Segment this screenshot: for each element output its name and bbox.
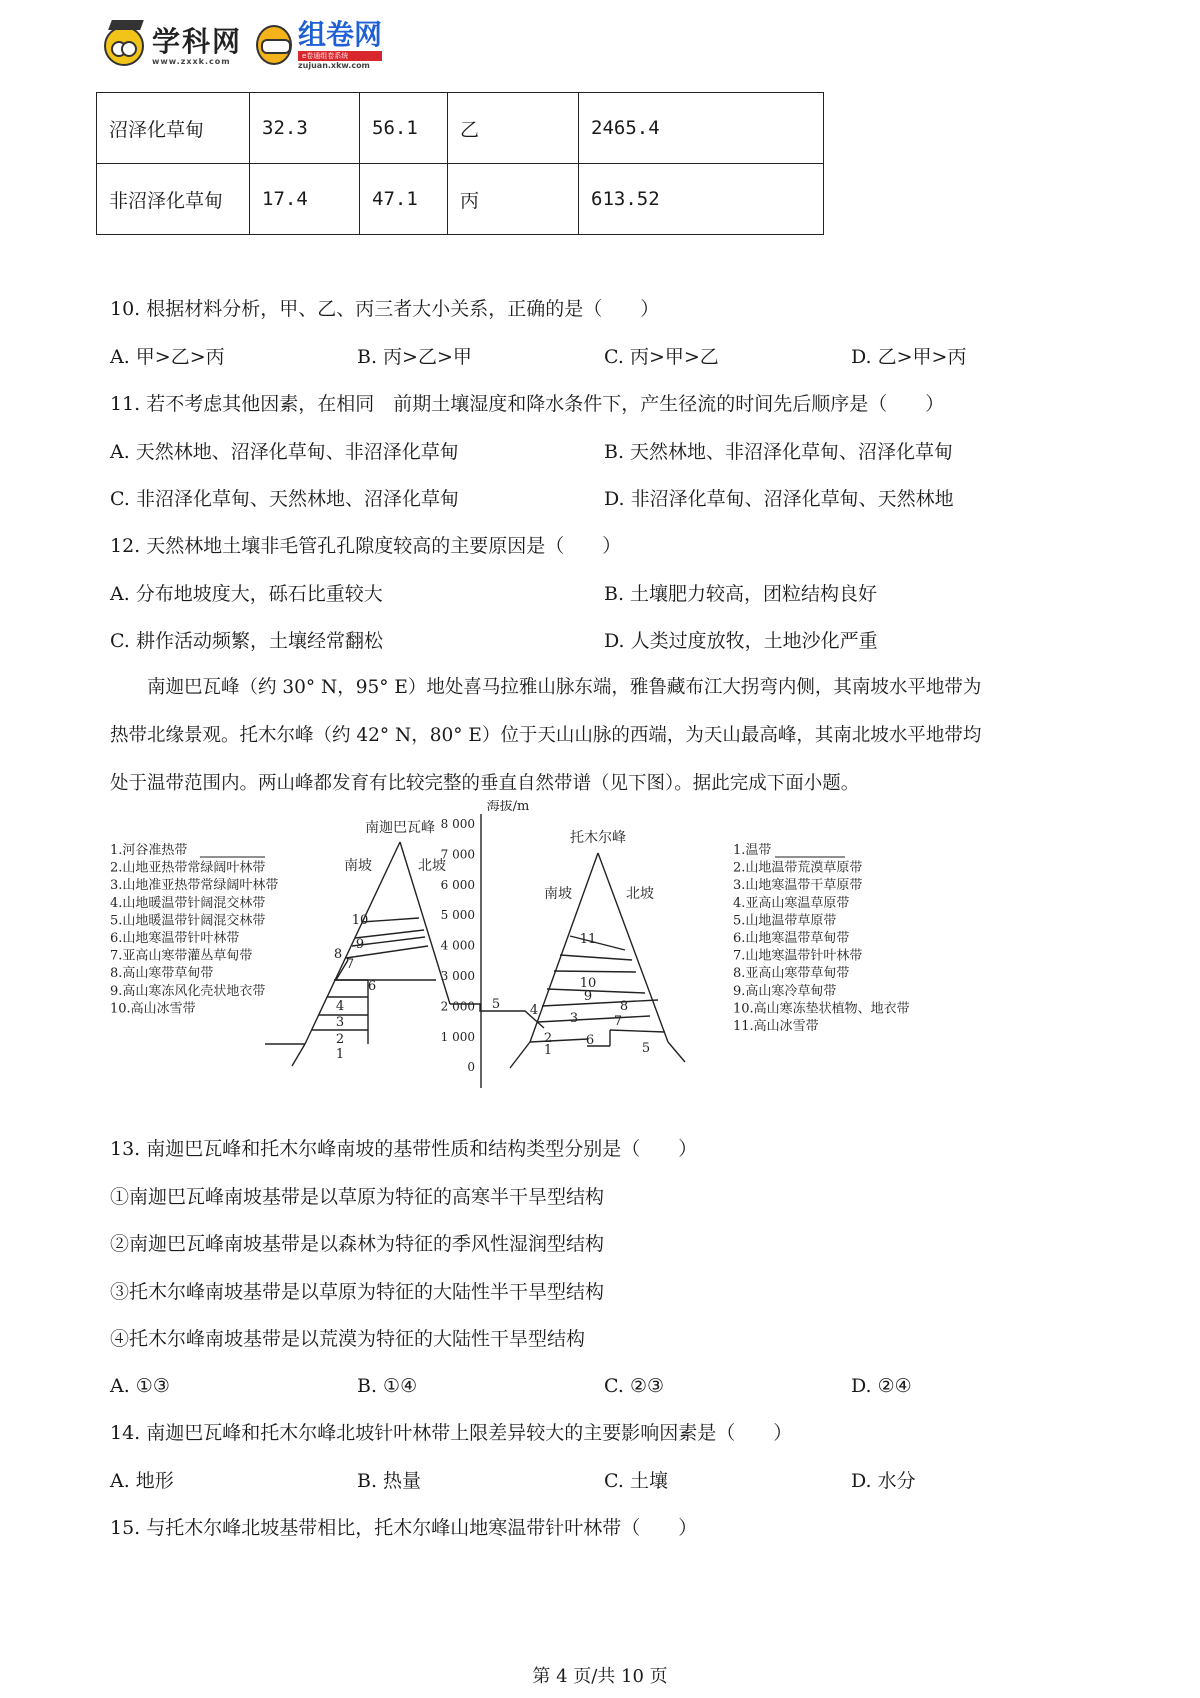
axis-tick-label: 0 (467, 1060, 475, 1075)
table-cell: 乙 (448, 93, 579, 164)
legend-item: 9.高山寒冷草甸带 (733, 983, 837, 999)
zone-number: 5 (641, 1041, 651, 1056)
zone-number: 1 (335, 1047, 345, 1062)
legend-item: 10.高山寒冻垫状植物、地衣带 (733, 1001, 910, 1017)
table-cell: 17.4 (250, 164, 360, 235)
axis-tick-label: 5 000 (440, 908, 475, 923)
q12-option-c: C. 耕作活动频繁，土壤经常翻松 (110, 630, 383, 652)
q13-option-d: D. ②④ (851, 1375, 912, 1397)
legend-item: 6.山地寒温带草甸带 (733, 931, 850, 946)
question-11-stem: 11. 若不考虑其他因素，在相同 前期土壤湿度和降水条件下，产生径流的时间先后顺序是（ ） (110, 393, 945, 415)
axis-title: 海拔/m (486, 800, 530, 814)
logo2-name: 组卷网 (298, 18, 383, 51)
page-number: 第 4 页/共 10 页 (532, 1666, 668, 1687)
table-cell: 56.1 (360, 93, 448, 164)
left-north-label: 北坡 (418, 858, 446, 874)
table-cell: 丙 (448, 164, 579, 235)
q13-option-b: B. ①④ (357, 1375, 418, 1397)
question-13-stem: 13. 南迦巴瓦峰和托木尔峰南坡的基带性质和结构类型分别是（ ） (110, 1138, 698, 1160)
q10-option-d: D. 乙>甲>丙 (851, 346, 967, 368)
q13-option-c: C. ②③ (604, 1375, 665, 1397)
axis-tick-label: 7 000 (440, 847, 475, 862)
q13-statement-4: ④托木尔峰南坡基带是以荒漠为特征的大陆性干旱型结构 (110, 1328, 586, 1350)
legend-item: 7.亚高山寒带灌丛草甸带 (110, 948, 253, 964)
legend-item: 2.山地温带荒漠草原带 (733, 860, 863, 876)
passage-line: 热带北缘景观。托木尔峰（约 42° N，80° E）位于天山山脉的西端，为天山最高峰，其南北坡水平地带均 (110, 725, 982, 746)
zone-number: 1 (543, 1043, 553, 1058)
zone-number: 8 (619, 999, 629, 1014)
axis-tick-label: 1 000 (440, 1029, 475, 1044)
legend-item: 11.高山冰雪带 (733, 1019, 819, 1034)
zone-number: 4 (529, 1003, 539, 1018)
q14-option-d: D. 水分 (851, 1470, 916, 1492)
mascot-icon (256, 25, 292, 65)
q11-option-d: D. 非沼泽化草甸、沼泽化草甸、天然林地 (604, 488, 954, 510)
legend-item: 8.高山寒带草甸带 (110, 966, 214, 982)
table-row (97, 164, 824, 235)
zone-number: 10 (579, 976, 597, 991)
zone-number: 9 (355, 937, 365, 952)
axis-tick-label: 2 000 (440, 999, 475, 1014)
zone-number: 7 (613, 1014, 623, 1029)
q11-option-a: A. 天然林地、沼泽化草甸、非沼泽化草甸 (110, 441, 459, 463)
right-south-label: 南坡 (544, 886, 572, 902)
question-10-stem: 10. 根据材料分析，甲、乙、丙三者大小关系，正确的是（ ） (110, 298, 660, 320)
zone-number: 6 (585, 1033, 595, 1048)
q14-option-a: A. 地形 (110, 1470, 174, 1492)
table-cell: 47.1 (360, 164, 448, 235)
legend-item: 9.高山寒冻风化壳状地衣带 (110, 983, 266, 999)
legend-item: 10.高山冰雪带 (110, 1001, 196, 1017)
reading-passage (110, 664, 1100, 808)
zone-number: 5 (491, 997, 501, 1012)
zone-number: 2 (335, 1032, 345, 1047)
q10-option-a: A. 甲>乙>丙 (110, 346, 225, 368)
zone-number: 4 (335, 999, 345, 1014)
legend-item: 4.亚高山寒温草原带 (733, 895, 850, 911)
q10-option-b: B. 丙>乙>甲 (357, 346, 472, 368)
table-cell: 613.52 (579, 164, 824, 235)
vertical-zone-figure (110, 800, 960, 1120)
axis-tick-label: 6 000 (440, 877, 475, 892)
zone-number: 11 (579, 932, 597, 947)
zone-number: 10 (351, 913, 369, 928)
right-peak-name: 托木尔峰 (570, 830, 626, 846)
legend-item: 1.河谷准热带 (110, 843, 188, 858)
table-cell: 非沼泽化草甸 (97, 164, 250, 235)
legend-item: 5.山地温带草原带 (733, 913, 837, 929)
q14-option-c: C. 土壤 (604, 1470, 668, 1492)
left-peak-name: 南迦巴瓦峰 (365, 820, 435, 836)
table-cell: 沼泽化草甸 (97, 93, 250, 164)
q13-option-a: A. ①③ (110, 1375, 170, 1397)
owl-mascot-icon (104, 26, 144, 66)
q10-option-c: C. 丙>甲>乙 (604, 346, 719, 368)
logo-url: www.zxxk.com (152, 56, 231, 66)
legend-item: 6.山地寒温带针叶林带 (110, 931, 240, 946)
passage-line: 南迦巴瓦峰（约 30° N，95° E）地处喜马拉雅山脉东端，雅鲁藏布江大拐弯内侧，其南坡水平地带为 (110, 677, 982, 698)
legend-item: 1.温带 (733, 843, 772, 858)
passage-line: 处于温带范围内。两山峰都发育有比较完整的垂直自然带谱（见下图）。据此完成下面小题。 (110, 773, 860, 794)
table-cell: 2465.4 (579, 93, 824, 164)
q13-statement-3: ③托木尔峰南坡基带是以草原为特征的大陆性半干旱型结构 (110, 1281, 605, 1303)
right-north-label: 北坡 (626, 886, 654, 902)
zone-number: 6 (367, 979, 377, 994)
zone-number: 3 (569, 1011, 579, 1026)
question-15-stem: 15. 与托木尔峰北坡基带相比，托木尔峰山地寒温带针叶林带（ ） (110, 1517, 698, 1539)
q13-statement-1: ①南迦巴瓦峰南坡基带是以草原为特征的高寒半干旱型结构 (110, 1186, 605, 1208)
logo2-tag: e卷通组卷系统 (298, 51, 382, 61)
axis-tick-label: 3 000 (440, 969, 475, 983)
zone-number: 9 (583, 989, 593, 1004)
zone-number: 3 (335, 1015, 345, 1030)
legend-item: 8.亚高山寒带草甸带 (733, 966, 850, 982)
zone-number: 8 (333, 947, 343, 962)
legend-item: 5.山地暖温带针阔混交林带 (110, 913, 266, 929)
table-cell: 32.3 (250, 93, 360, 164)
logo-name: 学科网 (152, 24, 243, 58)
xueke-logo (104, 22, 242, 70)
q13-statement-2: ②南迦巴瓦峰南坡基带是以森林为特征的季风性湿润型结构 (110, 1233, 605, 1255)
legend-item: 3.山地准亚热带常绿阔叶林带 (110, 878, 279, 894)
question-12-stem: 12. 天然林地土壤非毛管孔孔隙度较高的主要原因是（ ） (110, 535, 622, 557)
axis-tick-label: 8 000 (440, 817, 475, 831)
legend-item: 7.山地寒温带针叶林带 (733, 948, 863, 964)
legend-item: 3.山地寒温带干草原带 (733, 878, 863, 894)
q12-option-a: A. 分布地坡度大，砾石比重较大 (110, 583, 383, 605)
q11-option-b: B. 天然林地、非沼泽化草甸、沼泽化草甸 (604, 441, 954, 463)
q12-option-b: B. 土壤肥力较高，团粒结构良好 (604, 583, 878, 605)
logo2-url: zujuan.xkw.com (298, 61, 370, 70)
zujuan-logo (256, 20, 382, 70)
legend-item: 2.山地亚热带常绿阔叶林带 (110, 860, 266, 876)
soil-data-table (96, 92, 824, 235)
legend-item: 4.山地暖温带针阔混交林带 (110, 895, 266, 911)
q11-option-c: C. 非沼泽化草甸、天然林地、沼泽化草甸 (110, 488, 459, 510)
question-14-stem: 14. 南迦巴瓦峰和托木尔峰北坡针叶林带上限差异较大的主要影响因素是（ ） (110, 1422, 793, 1444)
left-south-label: 南坡 (344, 858, 372, 874)
q14-option-b: B. 热量 (357, 1470, 422, 1492)
zone-number: 7 (345, 957, 355, 972)
table-row (97, 93, 824, 164)
q12-option-d: D. 人类过度放牧，土地沙化严重 (604, 630, 878, 652)
axis-tick-label: 4 000 (440, 938, 475, 953)
zone-number: 2 (543, 1031, 553, 1046)
